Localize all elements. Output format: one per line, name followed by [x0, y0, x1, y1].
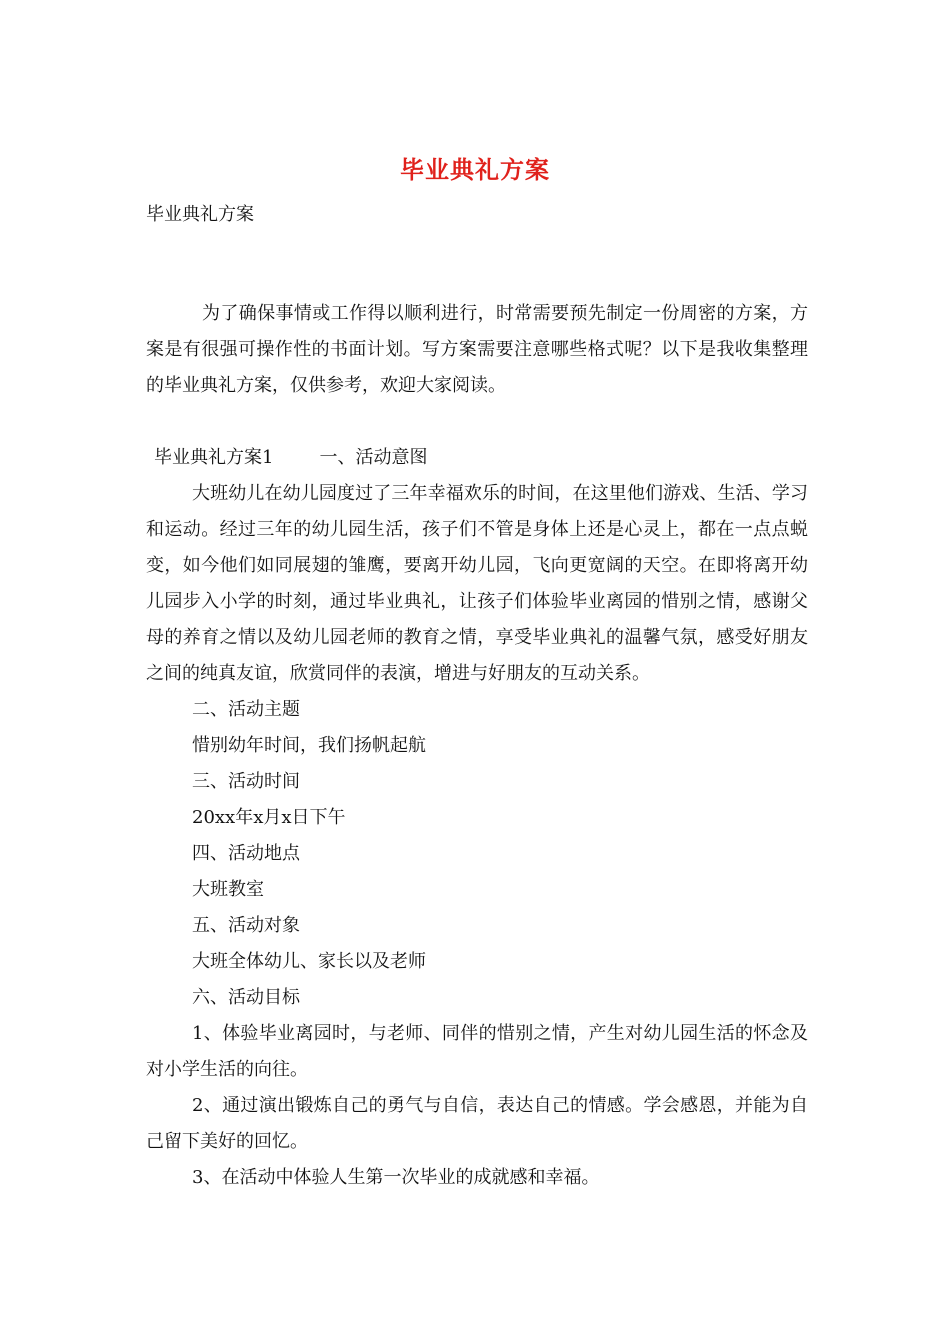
- heading-theme: 二、活动主题: [192, 699, 300, 720]
- document-subtitle: 毕业典礼方案: [146, 204, 254, 225]
- section-heading-line: [146, 440, 808, 476]
- heading-intent: 一、活动意图: [319, 447, 428, 468]
- goal-item-1: 1、体验毕业离园时，与老师、同伴的惜别之情，产生对幼儿园生活的怀念及对小学生活的向往。: [146, 1023, 808, 1080]
- plan-section: [146, 440, 808, 1196]
- heading-place: 四、活动地点: [192, 843, 300, 864]
- heading-audience: 五、活动对象: [192, 915, 300, 936]
- theme-text: 惜别幼年时间，我们扬帆起航: [192, 735, 426, 756]
- section-label: 毕业典礼方案1: [154, 447, 274, 468]
- intro-paragraph: 为了确保事情或工作得以顺利进行，时常需要预先制定一份周密的方案，方案是有很强可操作性的书面计划。写方案需要注意哪些格式呢？以下是我收集整理的毕业典礼方案，仅供参考，欢迎大家阅读。: [146, 303, 808, 396]
- heading-time: 三、活动时间: [192, 771, 300, 792]
- goal-item-3: 3、在活动中体验人生第一次毕业的成就感和幸福。: [192, 1167, 600, 1188]
- intent-paragraph: 大班幼儿在幼儿园度过了三年幸福欢乐的时间，在这里他们游戏、生活、学习和运动。经过三年的幼儿园生活，孩子们不管是身体上还是心灵上，都在一点点蜕变，如今他们如同展翅的雏鹰，要离开幼儿园，飞向更宽阔的天空。在即将离开幼儿园步入小学的时刻，通过毕业典礼，让孩子们体验毕业离园的惜别之情，感谢父母的养育之情以及幼儿园老师的教育之情，享受毕业典礼的温馨气氛，感受好朋友之间的纯真友谊，欣赏同伴的表演，增进与好朋友的互动关系。: [146, 483, 808, 684]
- document-title: 毕业典礼方案: [400, 155, 550, 184]
- goal-item-2: 2、通过演出锻炼自己的勇气与自信，表达自己的情感。学会感恩，并能为自己留下美好的回忆。: [146, 1095, 808, 1152]
- time-text: 20xx年x月x日下午: [192, 807, 346, 828]
- place-text: 大班教室: [192, 879, 264, 900]
- intro-section: [146, 296, 808, 404]
- audience-text: 大班全体幼儿、家长以及老师: [192, 951, 426, 972]
- heading-goals: 六、活动目标: [192, 987, 300, 1008]
